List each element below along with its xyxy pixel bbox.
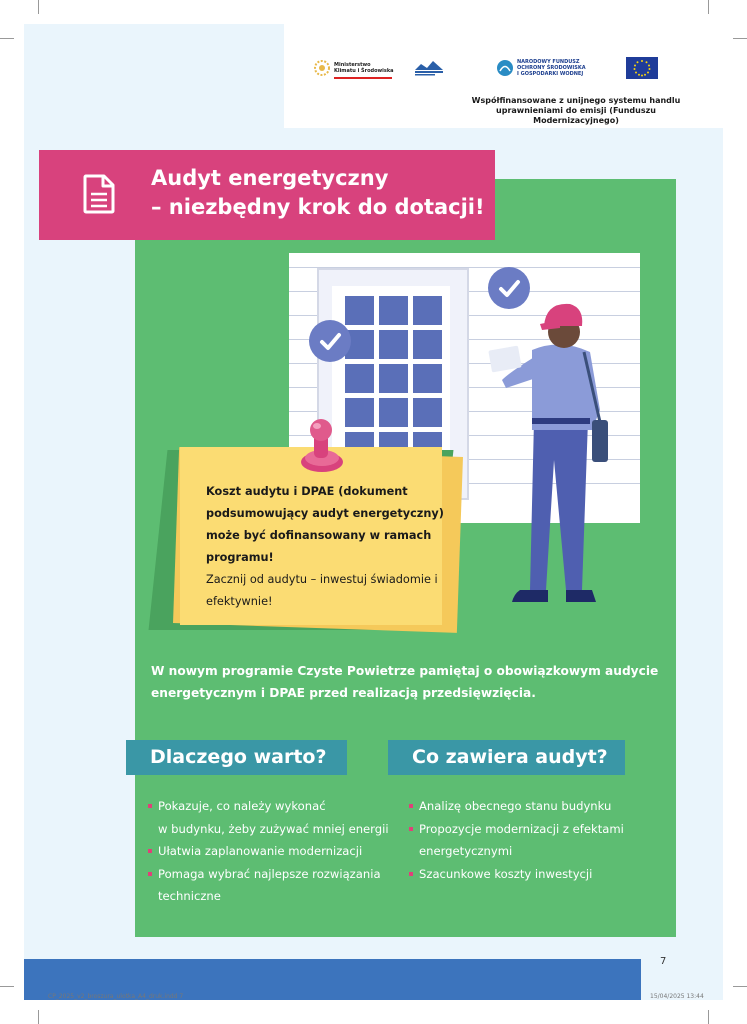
list-item: Ułatwia zaplanowanie modernizacji: [148, 840, 393, 863]
crop-mark: [38, 1010, 39, 1024]
note-regular-text: Zacznij od audytu – inwestuj świadomie i efektywnie!: [206, 573, 438, 608]
page-title: Audyt energetyczny – niezbędny krok do dotacji!: [151, 166, 485, 219]
crop-mark: [0, 986, 14, 987]
note-text: [206, 481, 446, 613]
ministry-logo: Ministerstwo Klimatu i Środowiska: [313, 56, 394, 80]
list-item: Analizę obecnego stanu budynku: [409, 795, 671, 818]
note-bold-text: Koszt audytu i DPAE (dokument podsumowujący audyt energetyczny) może być dofinansowany w ramach programu!: [206, 485, 444, 564]
eu-flag-icon: [626, 57, 658, 79]
page-number: 7: [660, 956, 667, 967]
intro-text: W nowym programie Czyste Powietrze pamiętaj o obowiązkowym audycie energetycznym i DPAE przed realizacją przedsięwzięcia.: [151, 664, 659, 700]
program-emblem-icon: [413, 58, 445, 78]
checkmark-icon: [309, 320, 351, 362]
list-item: Pomaga wybrać najlepsze rozwiązania techniczne: [148, 863, 393, 908]
cofinancing-note: Współfinansowane z unijnego systemu handlu uprawnieniami do emisji (Funduszu Modernizacyjnego): [471, 96, 681, 125]
nfosigw-logo: NARODOWY FUNDUSZ OCHRONY ŚRODOWISKA I GOSPODARKI WODNEJ: [496, 56, 586, 80]
contents-heading: Co zawiera audyt?: [388, 740, 625, 775]
list-item: Pokazuje, co należy wykonać w budynku, żeby zużywać mniej energii: [148, 795, 393, 840]
crop-mark: [708, 0, 709, 14]
auditor-person-illustration: [480, 290, 620, 610]
print-timestamp: 15/04/2025 13:44: [650, 993, 704, 1000]
print-slug: CP_2025_v2_broszura_ulotka_A4_druk.indd 7: [48, 993, 184, 1000]
title-banner: [39, 150, 495, 240]
crop-mark: [38, 0, 39, 14]
list-item: Szacunkowe koszty inwestycji: [409, 863, 671, 886]
crop-mark: [733, 986, 747, 987]
document-icon: [82, 174, 116, 214]
pushpin-icon: [296, 416, 344, 478]
crop-mark: [733, 38, 747, 39]
logo-strip: [313, 56, 673, 82]
crop-mark: [0, 38, 14, 39]
why-heading: Dlaczego warto?: [126, 740, 347, 775]
ministry-emblem-icon: [313, 59, 331, 77]
list-item: Propozycje modernizacji z efektami energetycznymi: [409, 818, 671, 863]
eu-flag-logo: [626, 56, 658, 80]
program-logo: [413, 56, 448, 80]
contents-list: [409, 795, 671, 885]
nfosigw-emblem-icon: [496, 59, 514, 77]
crop-mark: [708, 1010, 709, 1024]
why-list: [148, 795, 393, 908]
